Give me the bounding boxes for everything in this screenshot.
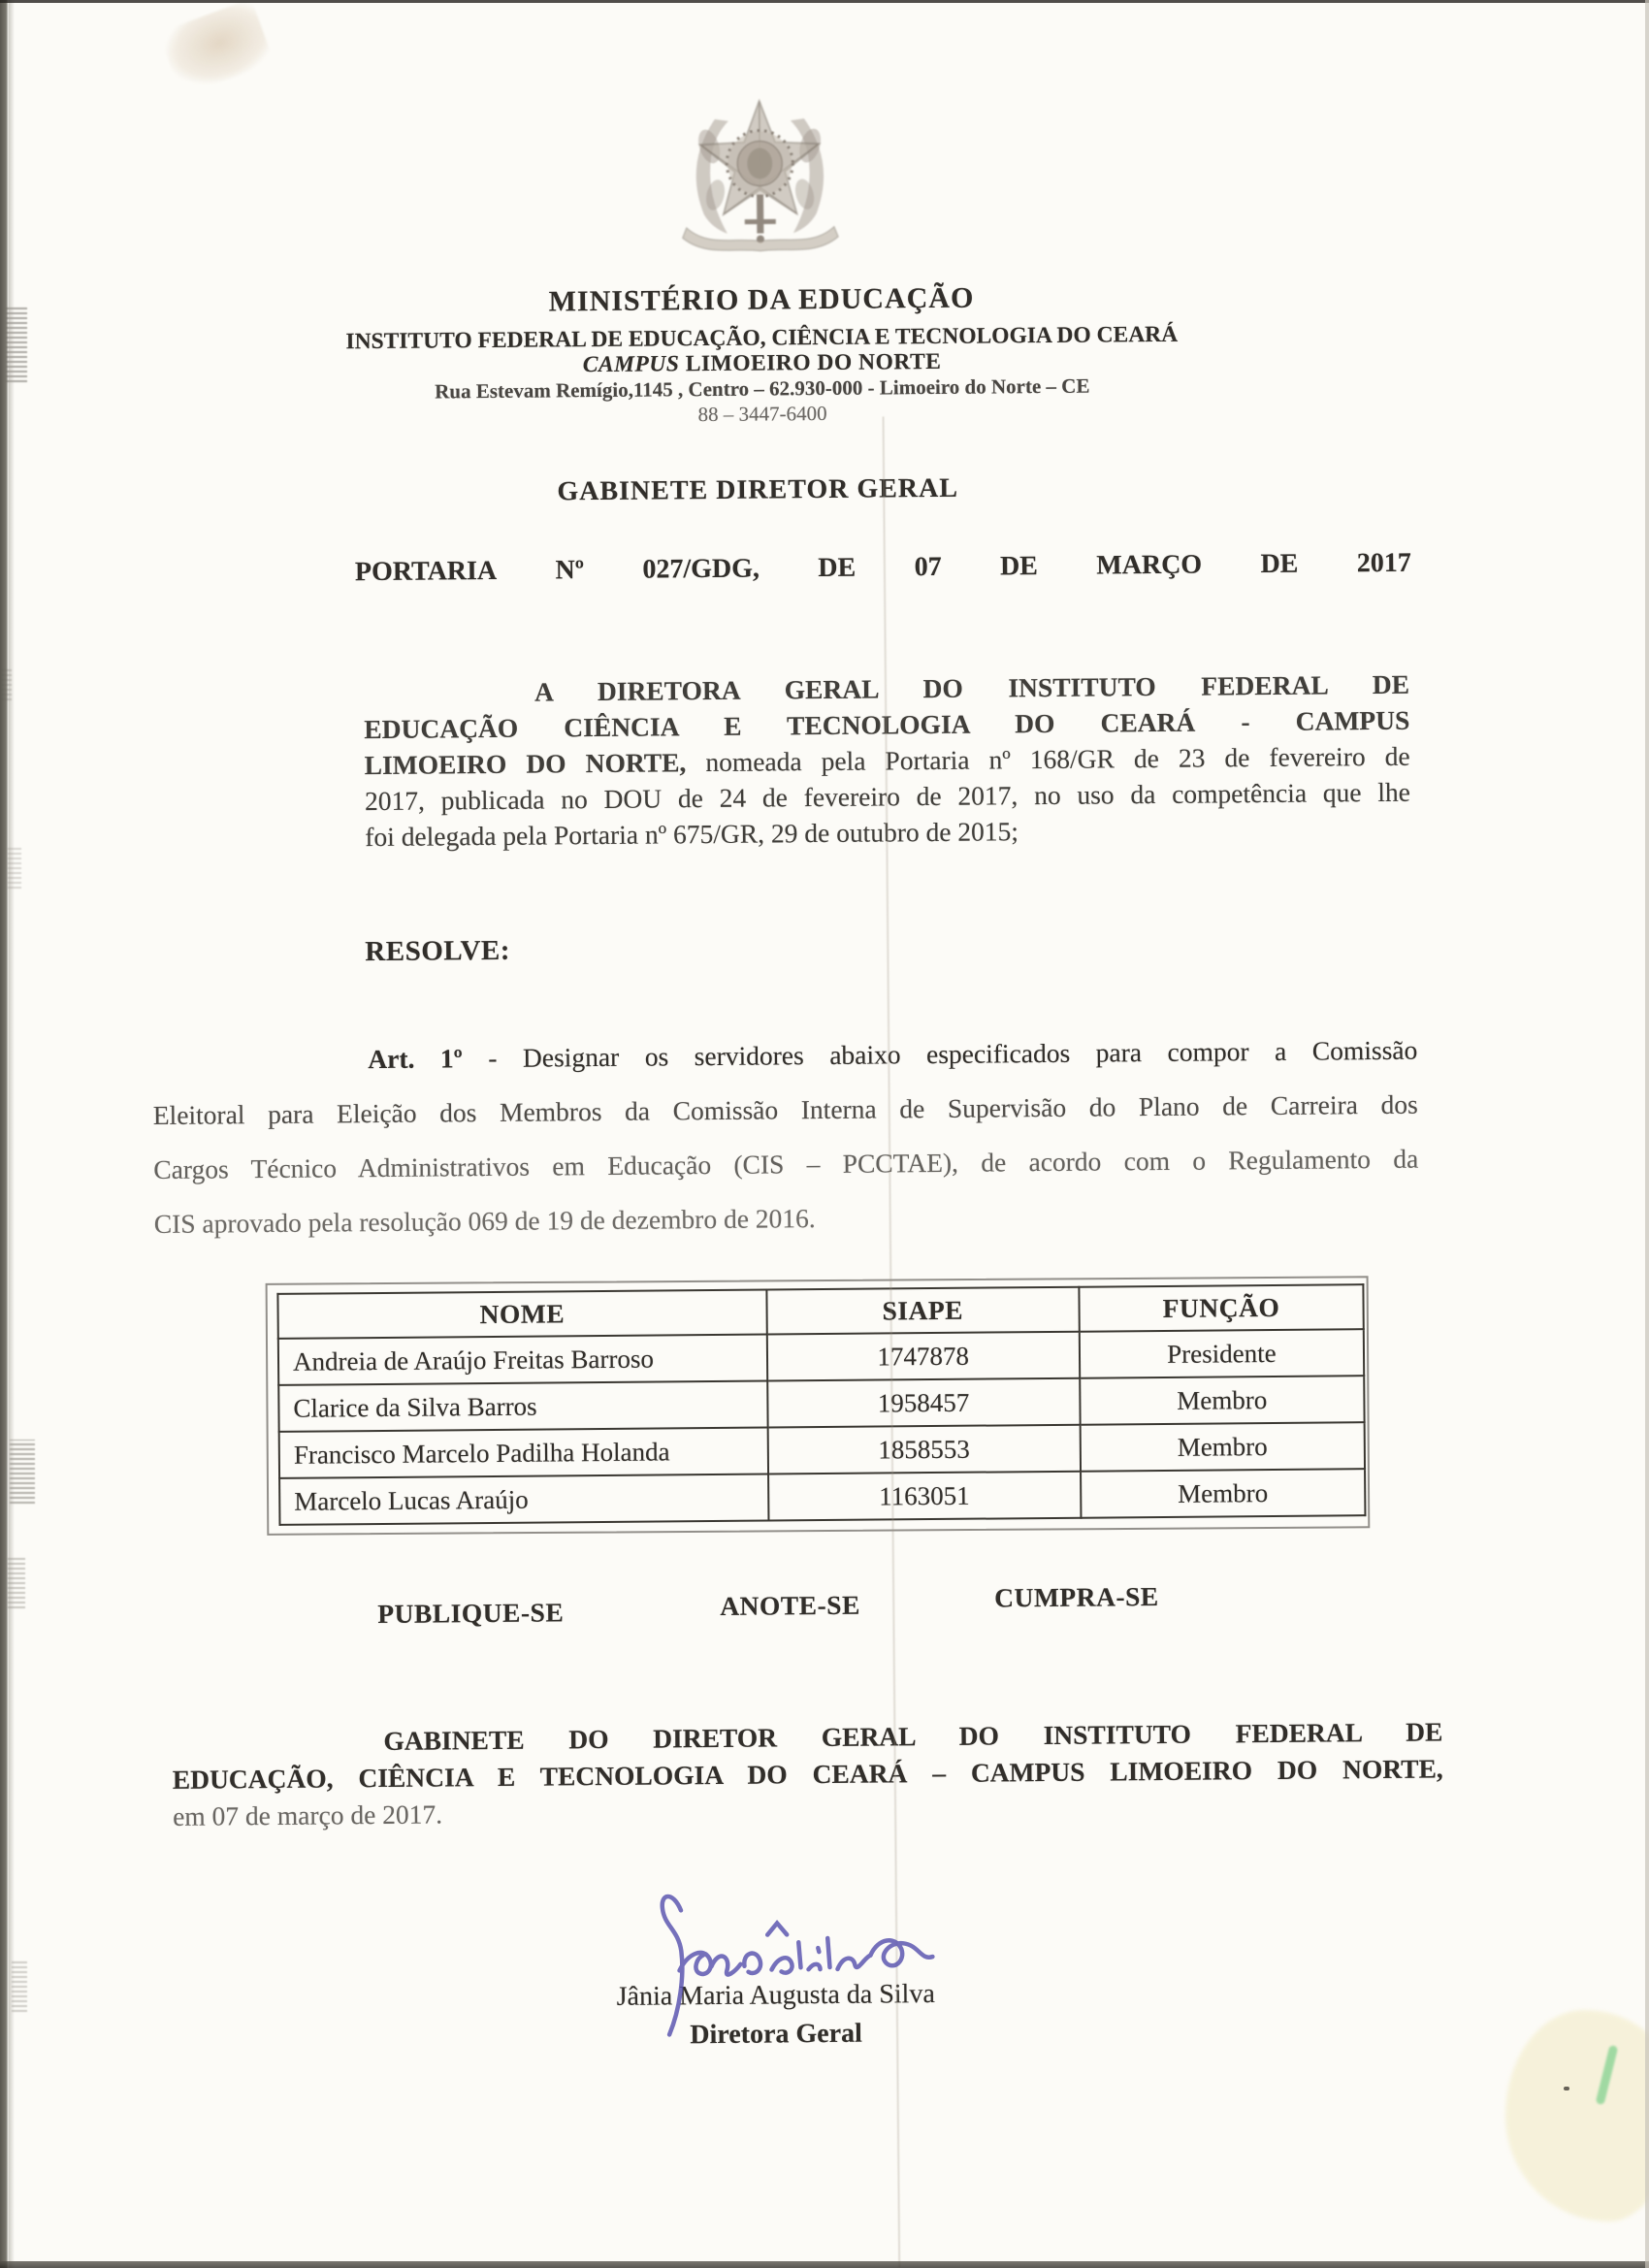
dark-speck <box>1564 2087 1569 2090</box>
resolve-heading: RESOLVE: <box>365 934 511 968</box>
order-publique-se: PUBLIQUE-SE <box>377 1597 565 1630</box>
scanner-edge-left-soft <box>9 0 15 2268</box>
portaria-word: DE <box>818 552 857 584</box>
commission-table <box>276 1283 1366 1526</box>
closing-paragraph <box>172 1713 1443 1834</box>
portaria-word: PORTARIA <box>354 555 498 588</box>
closing-date-line: em 07 de março de 2017. <box>172 1798 443 1831</box>
cell-funcao: Membro <box>1080 1376 1365 1425</box>
commission-table-wrap <box>276 1283 1366 1526</box>
portaria-word: MARÇO <box>1096 549 1203 581</box>
cell-siape: 1958457 <box>767 1378 1081 1428</box>
article-line: CIS aprovado pela resolução 069 de 19 de dezembro de 2016. <box>153 1203 816 1240</box>
cell-funcao: Membro <box>1081 1469 1366 1518</box>
cell-nome: Clarice da Silva Barros <box>278 1381 767 1432</box>
cell-nome: Francisco Marcelo Padilha Holanda <box>279 1428 768 1478</box>
preamble-regular-part: nomeada pela Portaria nº 168/GR de 23 de fevereiro de <box>705 740 1410 778</box>
cell-siape: 1858553 <box>767 1425 1081 1474</box>
article-text: - Designar os servidores abaixo especificados para compor a Comissão <box>488 1034 1418 1074</box>
campus-rest: LIMOEIRO DO NORTE <box>685 348 942 377</box>
office-title: GABINETE DIRETOR GERAL <box>557 472 959 507</box>
portaria-word: 2017 <box>1356 547 1411 579</box>
cell-nome: Marcelo Lucas Araújo <box>279 1474 768 1525</box>
article-1-paragraph <box>152 1023 1419 1251</box>
col-header-nome: NOME <box>277 1290 766 1339</box>
cell-funcao: Presidente <box>1080 1329 1365 1378</box>
closing-line: GABINETE DO DIRETOR GERAL DO INSTITUTO FEDERAL DE <box>383 1716 1443 1756</box>
scanner-edge-bottom <box>0 2261 1649 2268</box>
portaria-word: 07 <box>914 551 942 583</box>
signature-scribble-icon <box>587 1879 937 2047</box>
handwritten-signature <box>587 1879 937 2047</box>
scanner-edge-top <box>0 0 1649 3</box>
signatory-name: Jânia Maria Augusta da Silva <box>616 1979 935 2012</box>
preamble-line: EDUCAÇÃO CIÊNCIA E TECNOLOGIA DO CEARÁ - CAMPUS <box>364 704 1410 745</box>
portaria-word: DE <box>1260 548 1299 580</box>
preamble-line: foi delegada pela Portaria nº 675/GR, 29 de outubro de 2015; <box>365 816 1019 853</box>
cell-funcao: Membro <box>1080 1422 1365 1472</box>
campus-word-italic: CAMPUS <box>582 351 680 378</box>
brazil-coat-of-arms <box>676 85 845 263</box>
cell-siape: 1163051 <box>768 1472 1082 1521</box>
order-anote-se: ANOTE-SE <box>720 1589 860 1621</box>
scanner-edge-left <box>0 0 9 2268</box>
coat-of-arms-icon <box>676 85 845 263</box>
portaria-word: DE <box>999 551 1039 582</box>
order-cumpra-se: CUMPRA-SE <box>994 1581 1159 1613</box>
preamble-line: 2017, publicada no DOU de 24 de fevereiro de 2017, no uso da competência que lhe <box>364 776 1411 817</box>
phone-line: 88 – 3447-6400 <box>697 401 827 427</box>
preamble-line: A DIRETORA GERAL DO INSTITUTO FEDERAL DE <box>534 668 1410 707</box>
institute-name: INSTITUTO FEDERAL DE EDUCAÇÃO, CIÊNCIA E TECNOLOGIA DO CEARÁ <box>345 321 1179 355</box>
signatory-role: Diretora Geral <box>690 2018 862 2051</box>
portaria-word: Nº <box>555 555 585 586</box>
col-header-siape: SIAPE <box>766 1287 1080 1335</box>
closing-line: EDUCAÇÃO, CIÊNCIA E TECNOLOGIA DO CEARÁ – CAMPUS LIMOEIRO DO NORTE, <box>172 1753 1443 1795</box>
cell-nome: Andreia de Araújo Freitas Barroso <box>278 1335 767 1385</box>
portaria-word: 027/GDG, <box>642 553 760 585</box>
article-label: Art. 1º <box>368 1043 463 1075</box>
table-row <box>279 1469 1365 1525</box>
cell-siape: 1747878 <box>766 1332 1080 1381</box>
article-line: Eleitoral para Eleição dos Membros da Comissão Interna de Supervisão do Plano de Carreira dos <box>152 1088 1418 1131</box>
ministry-name: MINISTÉRIO DA EDUCAÇÃO <box>548 281 975 318</box>
article-line: Cargos Técnico Administrativos em Educação (CIS – PCCTAE), de acordo com o Regulamento da <box>153 1143 1419 1185</box>
scanner-edge-right <box>1645 0 1649 2268</box>
col-header-funcao: FUNÇÃO <box>1079 1284 1364 1332</box>
address-line: Rua Estevam Remígio,1145 , Centro – 62.930-000 - Limoeiro do Norte – CE <box>435 373 1090 404</box>
preamble-bold-part: LIMOEIRO DO NORTE, <box>364 747 687 781</box>
